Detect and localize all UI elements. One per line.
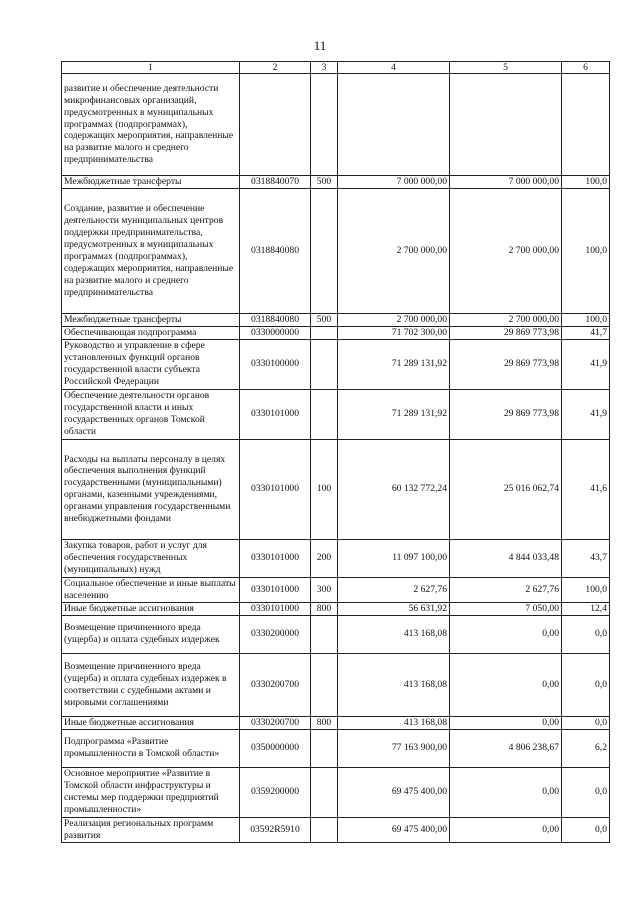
header-col-1: 1 [62, 62, 240, 74]
row-code: 0318840070 [240, 176, 311, 189]
header-col-3: 3 [311, 62, 338, 74]
row-code: 0330101000 [240, 389, 311, 439]
row-actual: 25 016 062,74 [450, 439, 562, 539]
header-col-2: 2 [240, 62, 311, 74]
row-code: 0359200000 [240, 767, 311, 817]
row-percent: 41,6 [562, 439, 610, 539]
row-type [311, 326, 338, 339]
row-type: 500 [311, 313, 338, 326]
row-name: Подпрограмма «Развитие промышленности в Томской области» [62, 729, 240, 767]
table-row [62, 539, 610, 577]
row-name: Межбюджетные трансферты [62, 313, 240, 326]
row-type: 800 [311, 602, 338, 615]
table-row [62, 74, 610, 176]
row-type [311, 188, 338, 313]
header-col-4: 4 [338, 62, 450, 74]
row-plan: 2 700 000,00 [338, 188, 450, 313]
row-plan: 2 700 000,00 [338, 313, 450, 326]
row-code: 03592R5910 [240, 817, 311, 842]
row-actual: 7 050,00 [450, 602, 562, 615]
row-percent: 41,9 [562, 389, 610, 439]
row-name: Возмещение причиненного вреда (ущерба) и оплата судебных издержек в соответствии с судебными актами и мировыми соглашениями [62, 653, 240, 716]
table-row [62, 602, 610, 615]
table-row [62, 615, 610, 653]
row-percent [562, 74, 610, 176]
row-plan: 7 000 000,00 [338, 176, 450, 189]
row-code: 0318840080 [240, 313, 311, 326]
row-name: Межбюджетные трансферты [62, 176, 240, 189]
table-row [62, 577, 610, 602]
row-plan [338, 74, 450, 176]
row-percent: 0,0 [562, 767, 610, 817]
table-row [62, 176, 610, 189]
row-name: Реализация региональных программ развития [62, 817, 240, 842]
row-code: 0330000000 [240, 326, 311, 339]
row-actual: 4 806 238,67 [450, 729, 562, 767]
header-col-5: 5 [450, 62, 562, 74]
row-name: Обеспечение деятельности органов государственной власти и иных государственных органов Томской области [62, 389, 240, 439]
row-code: 0330200700 [240, 716, 311, 729]
row-code [240, 74, 311, 176]
row-name: Иные бюджетные ассигнования [62, 602, 240, 615]
row-type [311, 729, 338, 767]
row-actual: 29 869 773,98 [450, 326, 562, 339]
table-row [62, 439, 610, 539]
table-row [62, 729, 610, 767]
row-percent: 43,7 [562, 539, 610, 577]
row-code: 0330101000 [240, 439, 311, 539]
row-plan: 69 475 400,00 [338, 767, 450, 817]
row-plan: 413 168,08 [338, 615, 450, 653]
row-type [311, 389, 338, 439]
row-type [311, 74, 338, 176]
table-row [62, 716, 610, 729]
table-row [62, 326, 610, 339]
row-type: 500 [311, 176, 338, 189]
row-plan: 77 163 900,00 [338, 729, 450, 767]
row-percent: 100,0 [562, 313, 610, 326]
row-plan: 11 097 100,00 [338, 539, 450, 577]
row-type [311, 817, 338, 842]
row-name: Основное мероприятие «Развитие в Томской области инфраструктуры и системы мер поддержки предприятий промышленности» [62, 767, 240, 817]
row-name: Обеспечивающая подпрограмма [62, 326, 240, 339]
row-type [311, 767, 338, 817]
page-number: 11 [313, 38, 327, 53]
table-row [62, 767, 610, 817]
budget-table [61, 61, 610, 843]
row-code: 0350000000 [240, 729, 311, 767]
table-row [62, 188, 610, 313]
row-percent: 0,0 [562, 653, 610, 716]
row-code: 0330200700 [240, 653, 311, 716]
table-row [62, 313, 610, 326]
row-actual: 2 700 000,00 [450, 313, 562, 326]
table-row [62, 653, 610, 716]
row-code: 0330100000 [240, 339, 311, 389]
row-plan: 56 631,92 [338, 602, 450, 615]
row-percent: 12,4 [562, 602, 610, 615]
row-name: Иные бюджетные ассигнования [62, 716, 240, 729]
header-row [62, 62, 610, 74]
row-percent: 100,0 [562, 176, 610, 189]
row-type [311, 339, 338, 389]
row-type: 100 [311, 439, 338, 539]
row-type [311, 615, 338, 653]
row-name: Закупка товаров, работ и услуг для обеспечения государственных (муниципальных) нужд [62, 539, 240, 577]
row-actual: 4 844 033,48 [450, 539, 562, 577]
row-code: 0330101000 [240, 602, 311, 615]
row-plan: 2 627,76 [338, 577, 450, 602]
table-row [62, 389, 610, 439]
row-plan: 71 289 131,92 [338, 339, 450, 389]
row-type: 800 [311, 716, 338, 729]
row-actual: 7 000 000,00 [450, 176, 562, 189]
row-actual [450, 74, 562, 176]
row-plan: 71 289 131,92 [338, 389, 450, 439]
row-name: Создание, развитие и обеспечение деятельности муниципальных центров поддержки предпринимательства, предусмотренных в муниципальных программах (подпрограммах), содержащих мероприятия, направленные на развитие малого и среднего предпринимательства [62, 188, 240, 313]
row-actual: 0,00 [450, 653, 562, 716]
row-plan: 413 168,08 [338, 716, 450, 729]
row-actual: 0,00 [450, 767, 562, 817]
row-code: 0318840080 [240, 188, 311, 313]
row-percent: 100,0 [562, 577, 610, 602]
row-code: 0330200000 [240, 615, 311, 653]
row-code: 0330101000 [240, 577, 311, 602]
row-plan: 69 475 400,00 [338, 817, 450, 842]
row-percent: 0,0 [562, 817, 610, 842]
row-percent: 100,0 [562, 188, 610, 313]
row-percent: 0,0 [562, 716, 610, 729]
row-percent: 41,7 [562, 326, 610, 339]
row-name: Руководство и управление в сфере установленных функций органов государственной власти субъекта Российской Федерации [62, 339, 240, 389]
row-actual: 0,00 [450, 716, 562, 729]
row-actual: 0,00 [450, 817, 562, 842]
row-percent: 0,0 [562, 615, 610, 653]
row-code: 0330101000 [240, 539, 311, 577]
row-type: 300 [311, 577, 338, 602]
row-name: Социальное обеспечение и иные выплаты населению [62, 577, 240, 602]
row-type [311, 653, 338, 716]
row-actual: 2 627,76 [450, 577, 562, 602]
header-col-6: 6 [562, 62, 610, 74]
row-actual: 29 869 773,98 [450, 389, 562, 439]
row-type: 200 [311, 539, 338, 577]
row-percent: 41,9 [562, 339, 610, 389]
row-name: Возмещение причиненного вреда (ущерба) и оплата судебных издержек [62, 615, 240, 653]
row-plan: 413 168,08 [338, 653, 450, 716]
row-name: Расходы на выплаты персоналу в целях обеспечения выполнения функций государственными (муниципальными) органами, казенными учреждениями, органами управления государственными внебюджетными фондами [62, 439, 240, 539]
row-plan: 60 132 772,24 [338, 439, 450, 539]
row-actual: 2 700 000,00 [450, 188, 562, 313]
row-plan: 71 702 300,00 [338, 326, 450, 339]
row-actual: 29 869 773,98 [450, 339, 562, 389]
row-name: развитие и обеспечение деятельности микрофинансовых организаций, предусмотренных в муниципальных программах (подпрограммах), содержащих мероприятия, направленные на развитие малого и среднего предпринимательства [62, 74, 240, 176]
row-actual: 0,00 [450, 615, 562, 653]
table-row [62, 817, 610, 842]
table-row [62, 339, 610, 389]
row-percent: 6,2 [562, 729, 610, 767]
